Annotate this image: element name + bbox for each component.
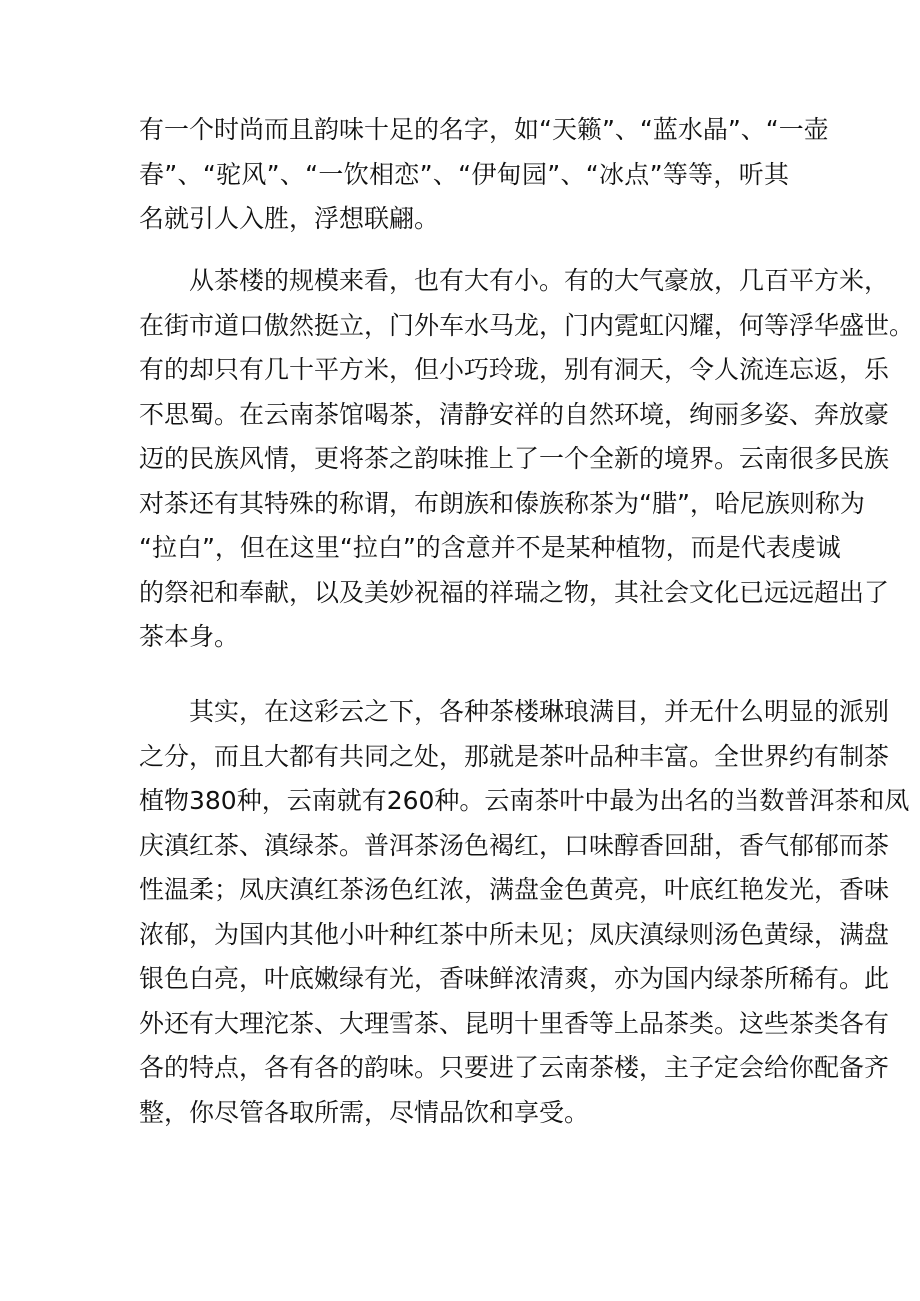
paragraph-line: 各的特点，各有各的韵味。只要进了云南茶楼，主子定会给你配备齐 (139, 1053, 890, 1082)
paragraph-2 (139, 259, 915, 660)
paragraph-line: 性温柔；凤庆滇红茶汤色红浓，满盘金色黄亮，叶底红艳发光，香味 (139, 875, 890, 904)
paragraph-line: 植物380种，云南就有260种。云南茶叶中最为出名的当数普洱茶和凤 (139, 786, 910, 815)
paragraph-line: 有一个时尚而且韵味十足的名字，如“天籁”、“蓝水晶”、“一壶 (139, 115, 829, 144)
paragraph-line: 迈的民族风情，更将茶之韵味推上了一个全新的境界。云南很多民族 (139, 444, 890, 473)
paragraph-line: “拉白”，但在这里“拉白”的含意并不是某种植物，而是代表虔诚 (139, 533, 841, 562)
paragraph-line: 外还有大理沱茶、大理雪茶、昆明十里香等上品茶类。这些茶类各有 (139, 1008, 890, 1038)
paragraph-line: 银色白亮，叶底嫩绿有光，香味鲜浓清爽，亦为国内绿茶所稀有。此 (139, 964, 890, 993)
paragraph-line: 庆滇红茶、滇绿茶。普洱茶汤色褐红，口味醇香回甜，香气郁郁而茶 (139, 830, 890, 860)
paragraph-line: 从茶楼的规模来看，也有大有小。有的大气豪放，几百平方米， (189, 266, 890, 295)
paragraph-3 (139, 690, 910, 1135)
paragraph-line: 整，你尽管各取所需，尽情品饮和享受。 (139, 1097, 590, 1127)
paragraph-line: 不思蜀。在云南茶馆喝茶，清静安祥的自然环境，绚丽多姿、奔放豪 (139, 399, 890, 429)
paragraph-line: 有的却只有几十平方米，但小巧玲珑，别有洞天，令人流连忘返，乐 (139, 355, 890, 384)
paragraph-line: 之分，而且大都有共同之处，那就是茶叶品种丰富。全世界约有制茶 (139, 741, 890, 771)
paragraph-line: 对茶还有其特殊的称谓，布朗族和傣族称茶为“腊”，哈尼族则称为 (139, 488, 865, 518)
paragraph-line: 浓郁，为国内其他小叶种红茶中所未见；凤庆滇绿则汤色黄绿，满盘 (139, 919, 890, 949)
paragraph-line: 的祭祀和奉献，以及美妙祝福的祥瑞之物，其社会文化已远远超出了 (139, 577, 890, 607)
paragraph-line: 春”、“驼风”、“一饮相恋”、“伊甸园”、“冰点”等等，听其 (139, 159, 789, 189)
paragraph-line: 名就引人入胜，浮想联翩。 (139, 204, 440, 233)
paragraph-line: 茶本身。 (139, 622, 240, 651)
paragraph-1 (139, 108, 829, 242)
paragraph-line: 在街市道口傲然挺立，门外车水马龙，门内霓虹闪耀，何等浮华盛世。 (139, 310, 915, 340)
paragraph-line: 其实，在这彩云之下，各种茶楼琳琅满目，并无什么明显的派别 (189, 697, 890, 726)
